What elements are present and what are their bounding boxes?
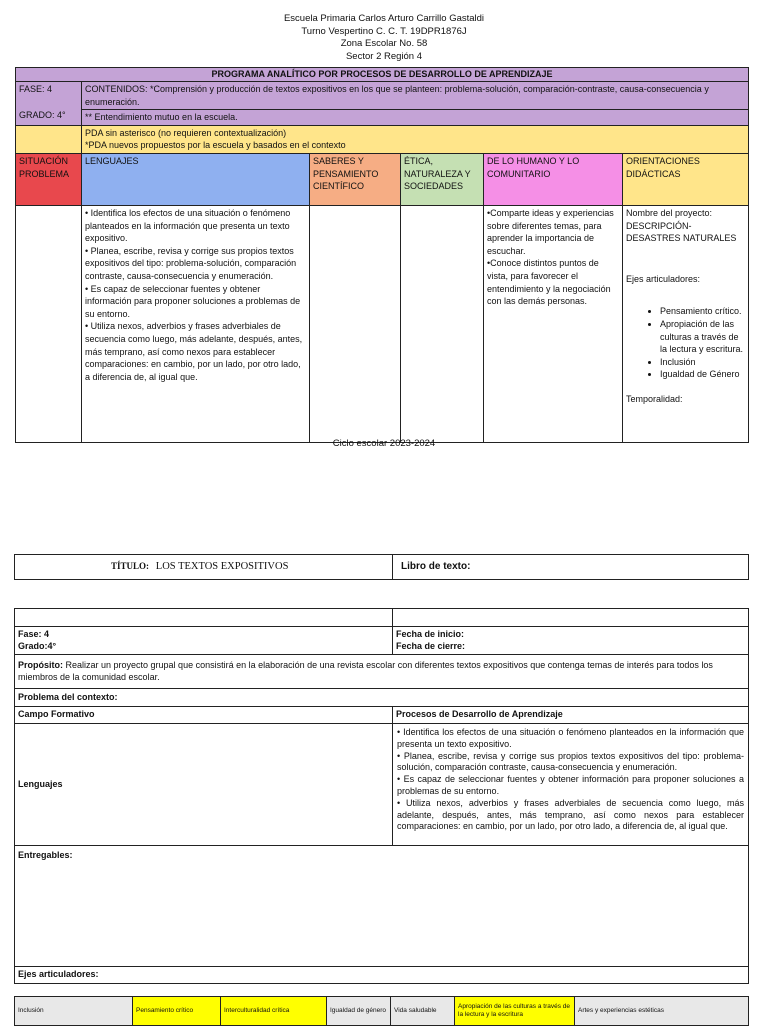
procesos-item: • Es capaz de seleccionar fuentes y obtener información para proponer soluciones a problemas de su entorno. <box>397 774 744 796</box>
blank-right-cell <box>393 609 749 627</box>
ejes-list-item: • Apropiación de las culturas a través de la lectura y escritura. <box>660 318 745 356</box>
proposito-cell <box>15 655 749 689</box>
campo-value: Lenguajes <box>15 724 393 846</box>
contenidos-2: ** Entendimiento mutuo en la escuela. <box>82 110 749 126</box>
ejes-heading: Ejes articuladores: <box>626 273 701 284</box>
lenguajes-item: • Utiliza nexos, adverbios y frases adverbiales de secuencia como luego, más adelante, después, antes, más temprano, así como nexos para establecer comparaciones: en cambio, por un lado, por otro lado, a diferencia de, al igual que. <box>85 321 303 382</box>
fase-label: FASE: 4 <box>19 84 53 94</box>
program-title: PROGRAMA ANALÍTICO POR PROCESOS DE DESARROLLO DE APRENDIZAJE <box>16 68 749 82</box>
title-label: TÍTULO: <box>111 561 150 572</box>
ejes-list-item: • Igualdad de Género <box>660 368 745 381</box>
title-table <box>14 554 749 580</box>
eje-igualdad-genero: Igualdad de género <box>327 997 391 1026</box>
contenidos-text: CONTENIDOS: *Comprensión y producción de textos expositivos en los que se planteen: problema-solución, comparación-contraste, causa-consecuencia y enumeración. <box>85 84 709 107</box>
col-situacion: SITUACIÓN PROBLEMA <box>16 153 82 205</box>
procesos-header: Procesos de Desarrollo de Aprendizaje <box>393 707 749 724</box>
school-sector: Sector 2 Región 4 <box>345 50 423 62</box>
ejes-list <box>626 305 745 381</box>
dates-cell <box>393 627 749 655</box>
end-date-label: Fecha de cierre: <box>396 640 466 651</box>
eje-pensamiento-critico: Pensamiento crítico <box>133 997 221 1026</box>
saberes-body <box>310 205 401 442</box>
blank-yellow-cell <box>16 125 82 153</box>
eje-apropiacion-culturas: Apropiación de las culturas a través de la lectura y la escritura <box>455 997 575 1026</box>
school-shift: Turno Vespertino C. C. T. 19DPR1876J <box>301 25 467 37</box>
pda-cell <box>82 125 749 153</box>
start-date-label: Fecha de inicio: <box>396 628 465 639</box>
ejes-row-table <box>14 996 749 1026</box>
plan-fase: Fase: 4 <box>18 628 50 639</box>
temporalidad-label: Temporalidad: <box>626 393 683 404</box>
lenguajes-body <box>82 205 310 442</box>
eje-inclusion: Inclusión <box>15 997 133 1026</box>
eje-interculturalidad: Interculturalidad crítica <box>221 997 327 1026</box>
humano-item: •Conoce distintos puntos de vista, para favorecer el entendimiento y la negociación con las demás personas. <box>487 258 611 307</box>
procesos-item: • Planea, escribe, revisa y corrige sus propios textos expositivos del tipo: problema-solución, comparación contraste, causa-consecuencia y enumeración. <box>397 750 744 773</box>
problema-cell: Problema del contexto: <box>15 689 749 707</box>
lenguajes-item: • Planea, escribe, revisa y corrige sus propios textos expositivos del tipo: problema-solución, comparación contraste, causa-consecuencia y enumeración. <box>85 245 297 281</box>
procesos-item: • Utiliza nexos, adverbios y frases adverbiales de secuencia como luego, más adelante, después, antes, más temprano, así como nexos para establecer comparaciones: en cambio, por un lado, por otro lado, a diferencia de, al igual que. <box>397 797 744 832</box>
col-lenguajes: LENGUAJES <box>82 153 310 205</box>
title-value: LOS TEXTOS EXPOSITIVOS <box>155 561 289 573</box>
project-name: Nombre del proyecto: DESCRIPCIÓN-DESASTRES NATURALES <box>626 207 737 244</box>
campo-header: Campo Formativo <box>15 707 393 724</box>
humano-body <box>484 205 623 442</box>
lenguajes-item: • Identifica los efectos de una situación o fenómeno planteados en la información que presenta un texto expositivo. <box>85 207 291 244</box>
ejes-plan-cell: Ejes articuladores: <box>15 967 749 984</box>
analytic-program-table <box>15 67 749 443</box>
textbook-cell: Libro de texto: <box>393 555 749 580</box>
col-saberes: SABERES Y PENSAMIENTO CIENTÍFICO <box>310 153 401 205</box>
contenidos-cell <box>82 82 749 110</box>
school-zone: Zona Escolar No. 58 <box>340 38 428 49</box>
title-cell <box>15 555 393 580</box>
plan-grado: Grado:4° <box>18 640 57 651</box>
school-header <box>0 13 768 63</box>
fase-grado-plan <box>15 627 393 655</box>
school-name: Escuela Primaria Carlos Arturo Carrillo Gastaldi <box>283 13 485 24</box>
procesos-body <box>393 724 749 846</box>
eje-vida-saludable: Vida saludable <box>391 997 455 1026</box>
eje-artes: Artes y experiencias estéticas <box>575 997 749 1026</box>
project-plan-table <box>14 608 749 984</box>
blank-left-cell <box>15 609 393 627</box>
entregables-cell: Entregables: <box>15 846 749 967</box>
lenguajes-item: • Es capaz de seleccionar fuentes y obtener información para proponer soluciones a problemas de su entorno. <box>85 283 301 319</box>
etica-body <box>401 205 484 442</box>
col-humano: DE LO HUMANO Y LO COMUNITARIO <box>484 153 623 205</box>
procesos-item: • Identifica los efectos de una situación o fenómeno planteados en la información que presenta un texto expositivo. <box>397 727 744 749</box>
orientaciones-body <box>623 205 749 442</box>
proposito-label: Propósito: <box>18 659 63 670</box>
school-cycle: Ciclo escolar 2023-2024 <box>332 438 436 449</box>
situacion-body <box>16 205 82 442</box>
ejes-list-item: • Inclusión <box>660 356 745 369</box>
humano-item: •Comparte ideas y experiencias sobre diferentes temas, para aprender la importancia de escuchar. <box>487 207 614 256</box>
pda-line-1: PDA sin asterisco (no requieren contextualización) <box>85 127 287 138</box>
proposito-text: Realizar un proyecto grupal que consistirá en la elaboración de una revista escolar con diferentes textos expositivos que contenga temas de interés para todos los miembros de la comunidad escolar. <box>18 659 713 682</box>
fase-grado-cell <box>16 82 82 126</box>
grado-label: GRADO: 4° <box>19 109 66 120</box>
pda-line-2: *PDA nuevos propuestos por la escuela y basados en el contexto <box>85 140 346 151</box>
col-etica: ÉTICA, NATURALEZA Y SOCIEDADES <box>401 153 484 205</box>
ejes-list-item: • Pensamiento crítico. <box>660 305 745 318</box>
col-orientaciones: ORIENTACIONES DIDÁCTICAS <box>623 153 749 205</box>
